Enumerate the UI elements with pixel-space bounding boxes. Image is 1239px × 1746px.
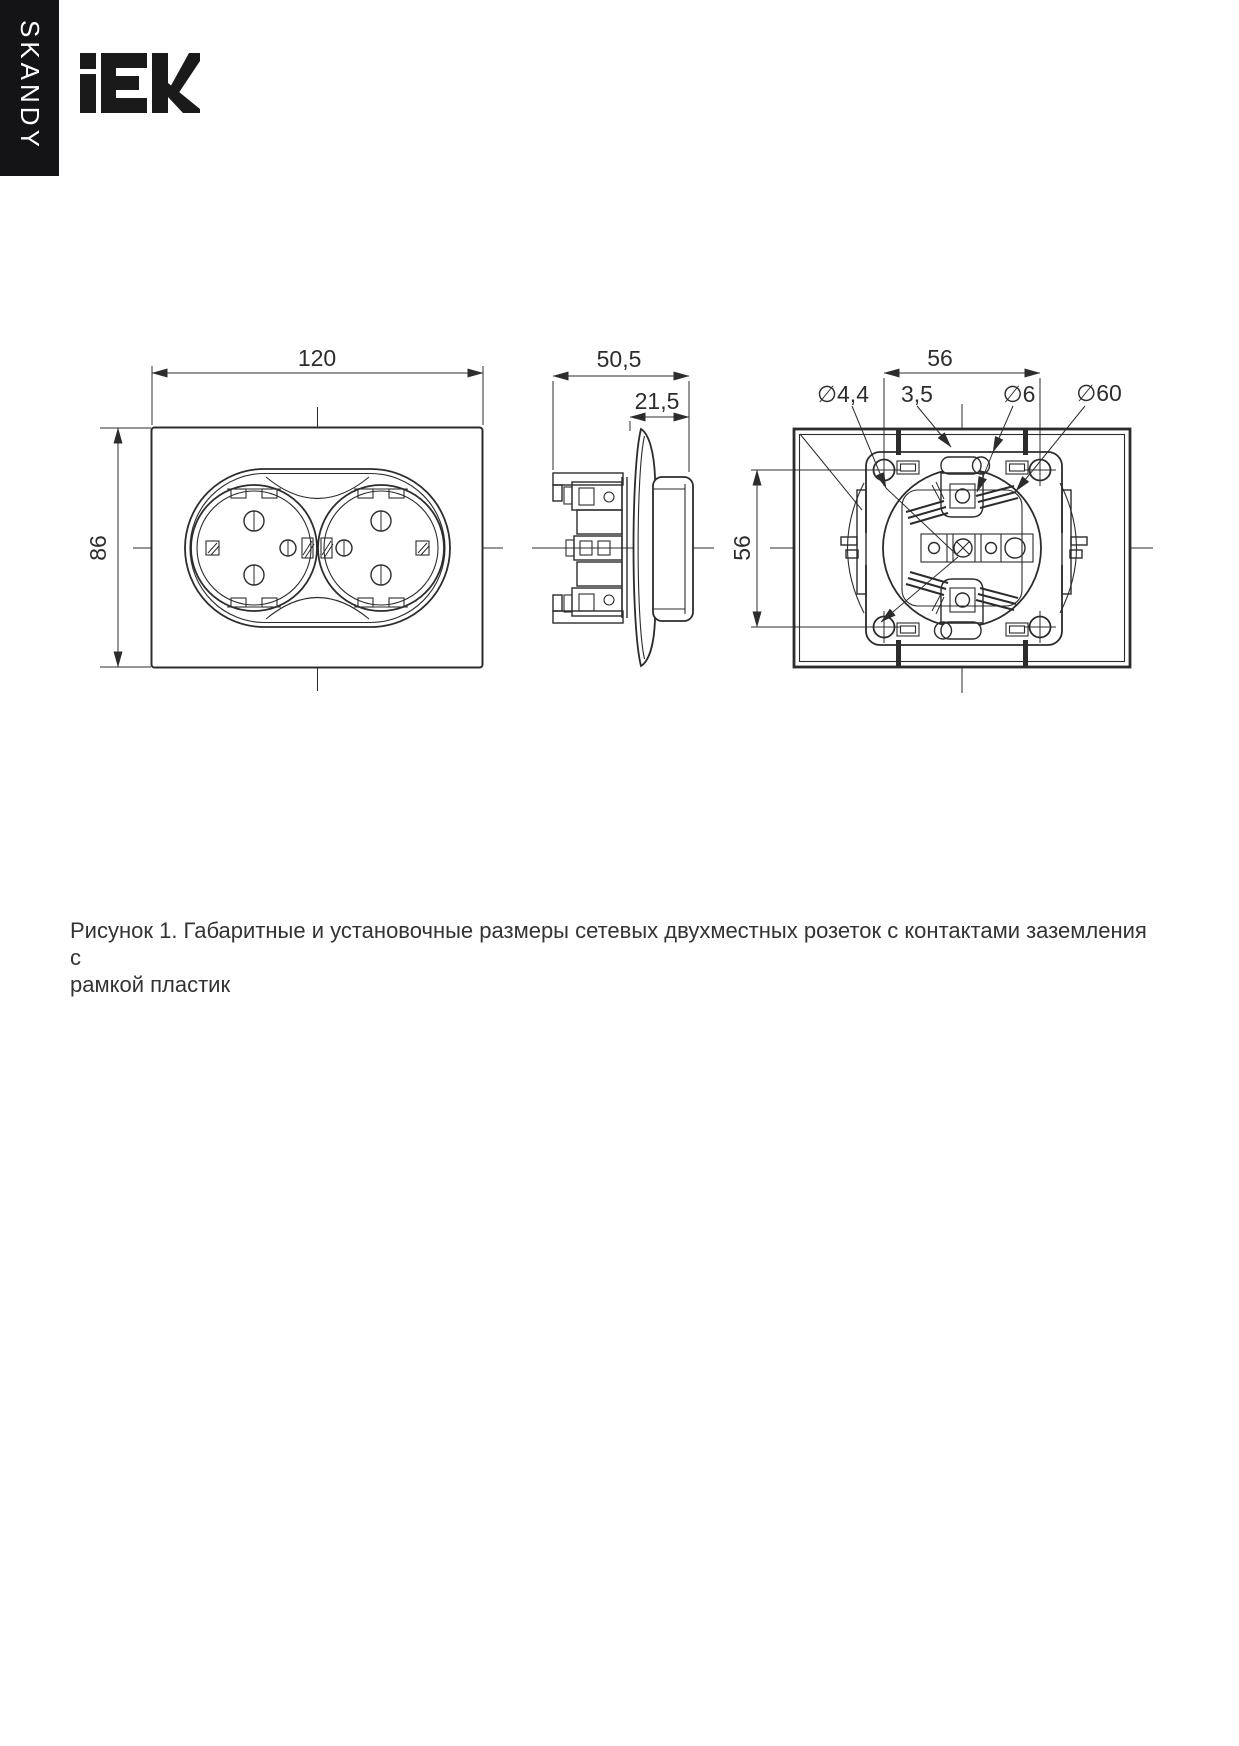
- callout-box-dia: ∅60: [1076, 380, 1122, 406]
- figure-caption-line1: Рисунок 1. Габаритные и установочные размеры сетевых двухместных розеток с контактами заземления с: [70, 918, 1147, 970]
- back-view-drawing: [715, 330, 1170, 700]
- iek-logo: [80, 53, 205, 117]
- side-protrusion-dimension: [630, 388, 689, 431]
- side-plate-profile: [634, 429, 656, 666]
- callout-cable-hole-dia: ∅6: [1002, 381, 1036, 407]
- side-socket-cup: [653, 477, 693, 621]
- front-height-label: 86: [85, 535, 111, 561]
- side-protrusion-label: 21,5: [634, 388, 680, 414]
- series-name-vertical: SKANDY: [15, 20, 45, 151]
- figure-caption: [70, 917, 1155, 998]
- front-width-label: 120: [297, 345, 337, 371]
- callout-clamp-screw: 3,5: [901, 381, 933, 407]
- side-depth-label: 50,5: [596, 346, 642, 372]
- iek-logo-letters: [80, 53, 200, 113]
- back-horizontal-label: 56: [927, 345, 953, 371]
- front-view-drawing: [75, 330, 515, 700]
- figure-caption-line2: рамкой пластик: [70, 972, 231, 997]
- callout-screw-hole-dia: ∅4,4: [816, 381, 870, 407]
- back-vertical-label: 56: [729, 535, 755, 561]
- brand-sidebar: [0, 0, 59, 176]
- side-view-drawing: [520, 330, 730, 700]
